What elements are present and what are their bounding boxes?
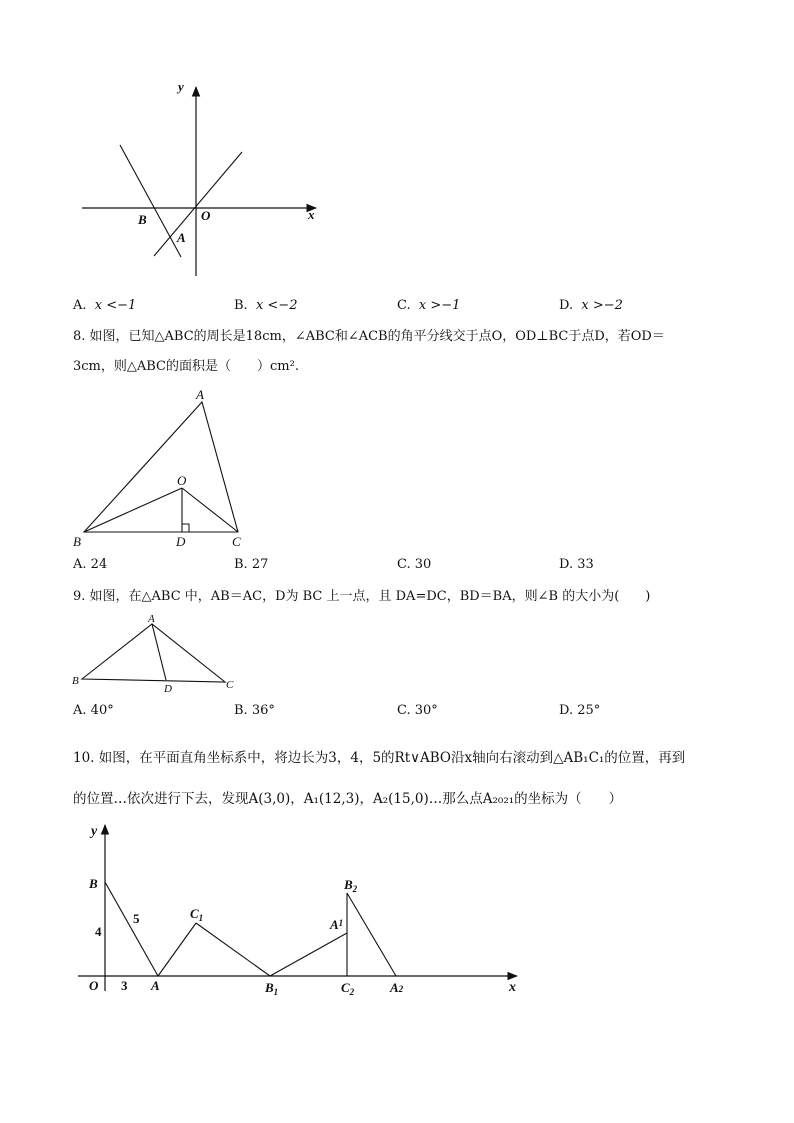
q7-option-c[interactable]: C. x >−1 [397,298,461,313]
point-b2-label: $B_2$ [344,877,358,894]
side-b2a2 [347,893,396,976]
q8-figure [70,385,260,550]
q8-option-c[interactable]: C. 30 [397,557,432,572]
point-b-label: B [138,212,147,227]
point-c1-label: $C_1$ [190,906,204,923]
segment-co [182,488,238,532]
q10-stem-line1: 10. 如图，在平面直角坐标系中，将边长为3，4，5的Rt∨ABO沿x轴向右滚动到△AB₁C₁的位置，再到 [73,750,686,766]
triangle-abc [82,624,225,682]
point-b1-label: $B_1$ [265,980,279,997]
x-label: x [509,980,516,995]
point-a-label: A [196,387,204,402]
q9-stem: 9. 如图，在△ABC 中，AB＝AC，D为 BC 上一点，且 DA=DC，BD＝BA，则∠B 的大小为( ) [73,589,651,604]
q9-option-b[interactable]: B. 36° [234,703,275,718]
line-through-b-a [120,145,181,257]
side-label-4: 4 [95,924,102,939]
q8-stem-line2: 3cm，则△ABC的面积是（ ）cm². [73,359,299,374]
point-d-label: D [176,534,186,549]
q7-option-b[interactable]: B. x <−2 [234,298,298,313]
side-label-3: 3 [121,978,128,993]
x-label: x [308,207,315,222]
q10-stem-line2: 的位置…依次进行下去，发现A(3,0)，A₁(12,3)，A₂(15,0)…那么点A₂₀₂₁的坐标为（ ） [73,791,623,807]
right-angle-mark [182,524,189,532]
y-label: y [178,79,184,94]
side-b1a1 [270,933,347,976]
side-c1b1 [196,923,270,976]
segment-ad [152,624,166,680]
point-b-label: B [73,534,81,549]
point-a2-label: A2 [390,980,404,995]
side-ba [105,882,158,976]
point-c2-label: $C_2$ [341,980,355,997]
side-ac1 [158,923,196,976]
point-d-label: D [164,683,172,695]
point-o-label: O [177,473,187,488]
point-a-label: A [148,613,155,625]
point-a-label: A [177,230,186,245]
point-c-label: C [232,534,241,549]
segment-bo [84,488,182,532]
q9-option-a[interactable]: A. 40° [73,703,114,718]
q9-option-d[interactable]: D. 25° [559,703,601,718]
q8-option-d[interactable]: D. 33 [559,557,594,572]
side-label-5: 5 [133,911,140,926]
point-a1-label: $A^1$ [330,917,344,932]
q9-option-c[interactable]: C. 30° [397,703,438,718]
q8-option-a[interactable]: A. 24 [73,557,108,572]
q9-figure [70,610,250,695]
point-c-label: C [226,679,234,691]
q8-option-b[interactable]: B. 27 [234,557,269,572]
point-b-label: B [72,675,79,687]
triangle-abc [84,402,238,532]
q10-figure [70,815,540,1005]
q7-option-d[interactable]: D. x >−2 [559,298,623,313]
point-b-label: B [89,876,98,891]
origin-label: O [89,978,99,993]
q7-option-a[interactable]: A. x <−1 [73,298,137,313]
point-a-label: A [151,978,160,993]
line-through-o-a [154,152,242,256]
q8-stem-line1: 8. 如图，已知△ABC的周长是18cm，∠ABC和∠ACB的角平分线交于点O，OD⊥BC于点D，若OD＝ [73,329,665,344]
q7-figure [70,75,330,285]
y-label: y [91,824,98,839]
origin-label: O [201,208,211,223]
